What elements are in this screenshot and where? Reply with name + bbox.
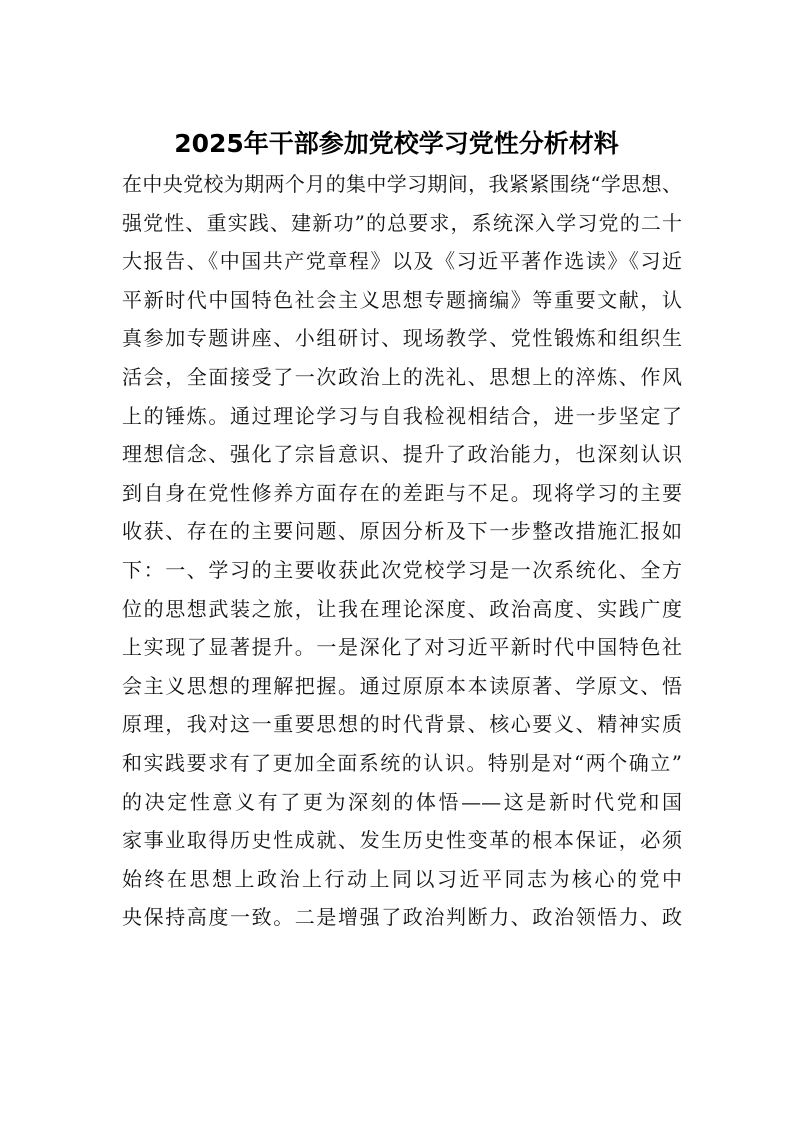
body-line: 理想信念、强化了宗旨意识、提升了政治能力，也深刻认识	[122, 442, 682, 467]
body-line: 和实践要求有了更加全面系统的认识。特别是对“两个确立”	[122, 750, 682, 775]
body-line: 位的思想武装之旅，让我在理论深度、政治高度、实践广度	[122, 596, 682, 621]
body-line: 原理，我对这一重要思想的时代背景、核心要义、精神实质	[122, 712, 682, 737]
body-line: 上的锤炼。通过理论学习与自我检视相结合，进一步坚定了	[122, 403, 682, 428]
body-line: 真参加专题讲座、小组研讨、现场教学、党性锻炼和组织生	[122, 326, 682, 351]
body-line: 强党性、重实践、建新功”的总要求，系统深入学习党的二十	[122, 210, 682, 235]
body-line: 家事业取得历史性成就、发生历史性变革的根本保证，必须	[122, 828, 682, 853]
body-line: 央保持高度一致。二是增强了政治判断力、政治领悟力、政	[122, 905, 682, 930]
body-line: 会主义思想的理解把握。通过原原本本读原著、学原文、悟	[122, 673, 682, 698]
body-line: 平新时代中国特色社会主义思想专题摘编》等重要文献，认	[122, 287, 682, 312]
body-line: 活会，全面接受了一次政治上的洗礼、思想上的淬炼、作风	[122, 364, 682, 389]
body-line: 下：一、学习的主要收获此次党校学习是一次系统化、全方	[122, 557, 682, 582]
document-body	[122, 165, 682, 937]
body-line: 的决定性意义有了更为深刻的体悟——这是新时代党和国	[122, 789, 682, 814]
body-line: 在中央党校为期两个月的集中学习期间，我紧紧围绕“学思想、	[122, 172, 682, 196]
body-line: 始终在思想上政治上行动上同以习近平同志为核心的党中	[122, 866, 682, 891]
body-line: 上实现了显著提升。一是深化了对习近平新时代中国特色社	[122, 635, 682, 660]
body-line: 到自身在党性修养方面存在的差距与不足。现将学习的主要	[122, 480, 682, 505]
document-title: 2025年干部参加党校学习党性分析材料	[174, 129, 619, 158]
body-line: 收获、存在的主要问题、原因分析及下一步整改措施汇报如	[122, 519, 682, 544]
body-line: 大报告、《中国共产党章程》以及《习近平著作选读》《习近	[122, 249, 682, 274]
